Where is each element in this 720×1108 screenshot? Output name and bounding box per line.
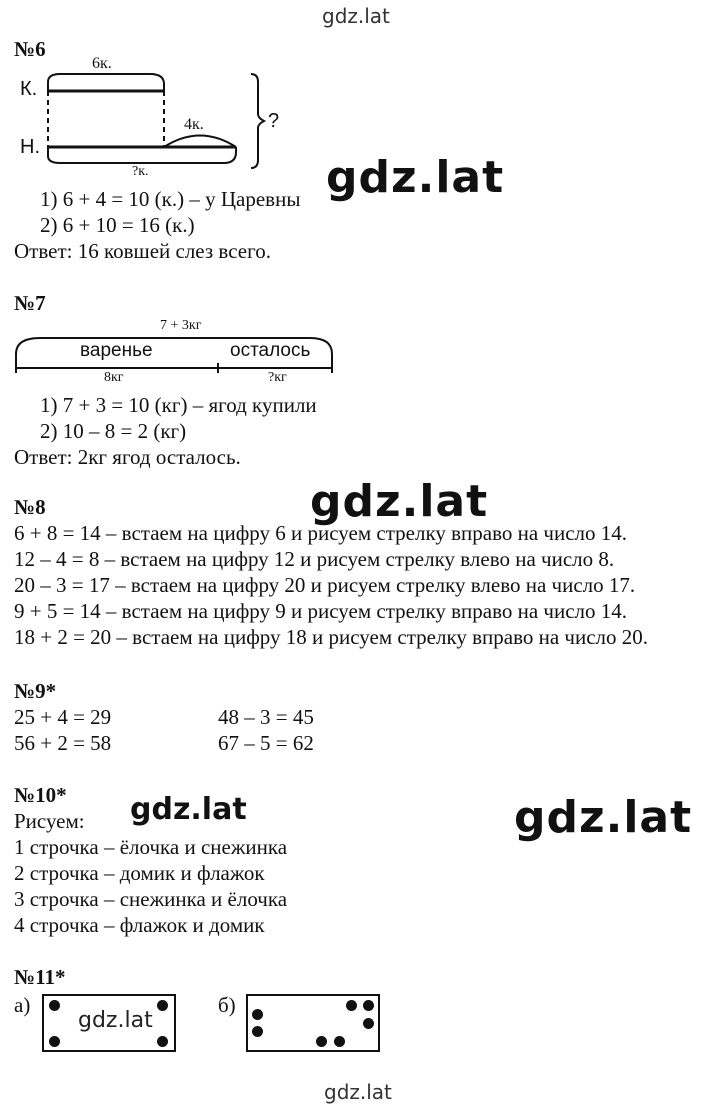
task-9-heading: №9* — [14, 679, 57, 703]
dice-box-b — [246, 994, 380, 1052]
dot — [157, 1000, 168, 1011]
task-7-heading: №7 — [14, 291, 46, 315]
task-6-step-2: 2) 6 + 10 = 16 (к.) — [40, 213, 195, 237]
watermark-big-2: gdz.lat — [310, 476, 489, 527]
task-7-answer: Ответ: 2кг ягод осталось. — [14, 445, 241, 469]
task-6-diagram — [0, 0, 300, 180]
task-8-heading: №8 — [14, 495, 46, 519]
task-9-expr-2: 56 + 2 = 58 — [14, 731, 112, 755]
task-6-step-1: 1) 6 + 4 = 10 (к.) – у Царевны — [40, 187, 301, 211]
left-word: варенье — [80, 340, 153, 361]
task-7-step-1: 1) 7 + 3 = 10 (кг) – ягод купили — [40, 393, 317, 417]
task-8-line-1: 6 + 8 = 14 – встаем на цифру 6 и рисуем стрелку вправо на число 14. — [14, 521, 627, 545]
task-8-line-4: 9 + 5 = 14 – встаем на цифру 9 и рисуем стрелку вправо на число 14. — [14, 599, 627, 623]
right-word: осталось — [230, 340, 311, 361]
dot — [252, 1009, 263, 1020]
task-7-diagram — [0, 314, 360, 394]
task-10-intro: Рисуем: — [14, 809, 85, 833]
task-10-heading: №10* — [14, 783, 67, 807]
top-label: 7 + 3кг — [160, 318, 202, 333]
extra-segment-label: 4к. — [184, 116, 204, 133]
task-10-line-2: 2 строчка – домик и флажок — [14, 861, 265, 885]
task-7-step-2: 2) 10 – 8 = 2 (кг) — [40, 419, 187, 443]
task-8-line-3: 20 – 3 = 17 – встаем на цифру 20 и рисуем стрелку влево на число 17. — [14, 573, 636, 597]
dice-box-a — [42, 994, 176, 1052]
label-b: б) — [218, 993, 236, 1017]
bottom-segment-label: ?к. — [132, 164, 149, 179]
label-a: а) — [14, 993, 31, 1017]
dot — [346, 1000, 357, 1011]
label-n: Н. — [20, 136, 40, 158]
watermark-right: gdz.lat — [514, 792, 693, 843]
right-value: ?кг — [268, 370, 287, 385]
dot — [334, 1036, 345, 1047]
watermark-top: gdz.lat — [322, 4, 390, 28]
dot — [316, 1036, 327, 1047]
watermark-box: gdz.lat — [78, 1008, 153, 1033]
task-9-expr-4: 67 – 5 = 62 — [218, 731, 314, 755]
watermark-mid: gdz.lat — [130, 792, 247, 827]
dot — [49, 1036, 60, 1047]
dot — [363, 1000, 374, 1011]
task-10-line-1: 1 строчка – ёлочка и снежинка — [14, 835, 288, 859]
task-6-heading: №6 — [14, 37, 46, 61]
dot — [49, 1000, 60, 1011]
task-8-line-2: 12 – 4 = 8 – встаем на цифру 12 и рисуем стрелку влево на число 8. — [14, 547, 615, 571]
task-9-expr-1: 25 + 4 = 29 — [14, 705, 112, 729]
dot — [363, 1018, 374, 1029]
task-11-heading: №11* — [14, 965, 66, 989]
task-10-line-3: 3 строчка – снежинка и ёлочка — [14, 887, 288, 911]
dot — [252, 1026, 263, 1037]
task-6-answer: Ответ: 16 ковшей слез всего. — [14, 239, 271, 263]
task-9-expr-3: 48 – 3 = 45 — [218, 705, 314, 729]
top-segment-label: 6к. — [92, 55, 112, 72]
watermark-bottom: gdz.lat — [324, 1080, 392, 1104]
dot — [157, 1036, 168, 1047]
watermark-big-1: gdz.lat — [326, 152, 505, 203]
label-k: К. — [20, 78, 38, 100]
left-value: 8кг — [104, 370, 124, 385]
question-mark: ? — [268, 110, 280, 132]
task-10-line-4: 4 строчка – флажок и домик — [14, 913, 265, 937]
task-8-line-5: 18 + 2 = 20 – встаем на цифру 18 и рисуем стрелку вправо на число 20. — [14, 625, 648, 649]
